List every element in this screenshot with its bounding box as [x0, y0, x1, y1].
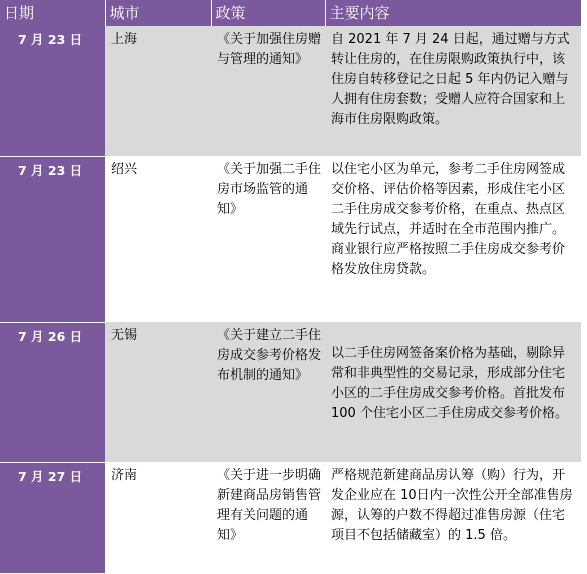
header-date: 日期	[0, 0, 105, 26]
content-paragraph: 以二手住房网签备案价格为基础，剔除异常和非典型性的交易记录，形成部分住宅小区的二手住房成交参考价格。首批发布 100 个住宅小区二手住房成交参考价格。	[331, 346, 568, 421]
row-date: 7 月 23 日	[0, 156, 105, 322]
row-content	[325, 156, 581, 322]
content-paragraph: 自 2021 年 7 月 24 日起，通过赠与方式转让住房的，在住房限购政策执行中，该住房自转移登记之日起 5 年内仍记入赠与人拥有住房套数；受赠人应符合国家和上海市住房限购政策。	[331, 32, 570, 127]
table-row	[0, 26, 581, 156]
content-paragraph: 以住宅小区为单元，参考二手住房网签成交价格、评估价格等因素，形成住宅小区二手住房成交参考价格，在重点、热点区域先行试点，并适时在全市范围内推广。	[331, 162, 566, 237]
row-policy: 《关于进一步明确新建商品房销售管理有关问题的通知》	[211, 462, 325, 573]
table-row	[0, 156, 581, 322]
row-date: 7 月 27 日	[0, 462, 105, 573]
row-city: 上海	[105, 26, 211, 156]
row-policy: 《关于加强二手住房市场监管的通知》	[211, 156, 325, 322]
row-date: 7 月 23 日	[0, 26, 105, 156]
row-date: 7 月 26 日	[0, 322, 105, 462]
header-content: 主要内容	[325, 0, 581, 26]
row-content	[325, 462, 581, 573]
row-policy: 《关于建立二手住房成交参考价格发布机制的通知》	[211, 322, 325, 462]
header-policy: 政策	[211, 0, 325, 26]
table-row	[0, 462, 581, 573]
header-city: 城市	[105, 0, 211, 26]
table-row	[0, 322, 581, 462]
row-city: 济南	[105, 462, 211, 573]
row-city: 绍兴	[105, 156, 211, 322]
row-policy: 《关于加强住房赠与管理的通知》	[211, 26, 325, 156]
content-paragraph: 严格规范新建商品房认筹（购）行为，开发企业应在 10日内一次性公开全部准售房源，认筹的户数不得超过准售房源（住宅项目不包括储藏室）的 1.5 倍。	[331, 468, 573, 543]
content-paragraph: 商业银行应严格按照二手住房成交参考价格发放住房贷款。	[331, 242, 566, 277]
header-row	[0, 0, 581, 26]
row-content	[325, 26, 581, 156]
row-city: 无锡	[105, 322, 211, 462]
row-content	[325, 322, 581, 462]
